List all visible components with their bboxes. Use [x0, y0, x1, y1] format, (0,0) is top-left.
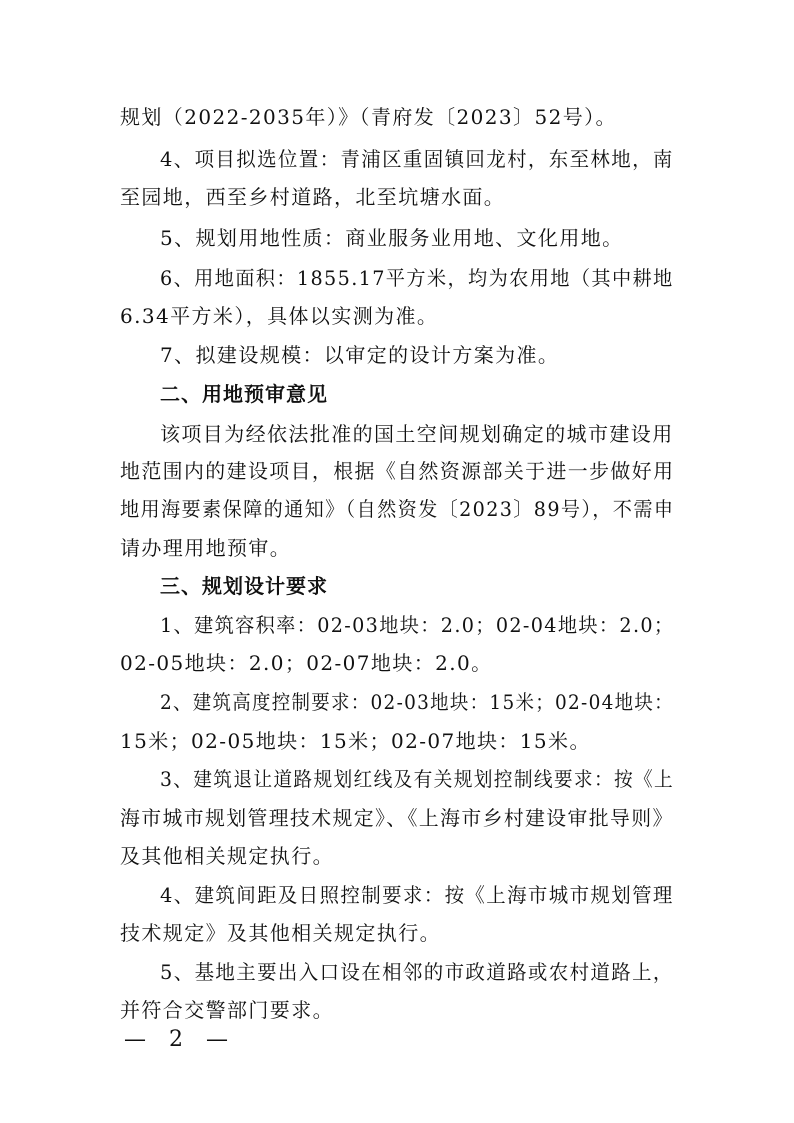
text-line: 至园地，西至乡村道路，北至坑塘水面。 [120, 185, 506, 209]
item-5-entrance: 5、基地主要出入口设在相邻的市政道路或农村道路上， [160, 960, 674, 984]
text-line: 6.34平方米），具体以实测为准。 [120, 304, 439, 328]
text-line: 02-05地块：2.0；02-07地块：2.0。 [120, 651, 493, 675]
text-line: 地范围内的建设项目，根据《自然资源部关于进一步做好用 [120, 459, 675, 483]
item-1-floor-area-ratio: 1、建筑容积率：02-03地块：2.0；02-04地块：2.0； [160, 613, 675, 637]
paragraph-land-review: 该项目为经依法批准的国土空间规划确定的城市建设用 [160, 422, 674, 446]
text-line: 规划（2022-2035年）》（青府发〔2023〕52号）。 [120, 105, 617, 129]
text-line: 请办理用地预审。 [120, 536, 292, 560]
text-line: 并符合交警部门要求。 [120, 998, 334, 1022]
item-6-land-area: 6、用地面积：1855.17平方米，均为农用地（其中耕地 [160, 266, 674, 290]
item-5-land-use: 5、规划用地性质：商业服务业用地、文化用地。 [160, 226, 624, 250]
item-2-height-control: 2、建筑高度控制要求：02-03地块：15米；02-04地块： [160, 690, 674, 714]
item-4-spacing: 4、建筑间距及日照控制要求：按《上海市城市规划管理 [160, 883, 674, 907]
text-line: 15米；02-05地块：15米；02-07地块：15米。 [120, 729, 591, 753]
section-heading-land-review: 二、用地预审意见 [160, 382, 328, 406]
item-7-scale: 7、拟建设规模：以审定的设计方案为准。 [160, 343, 560, 367]
section-heading-design-requirements: 三、规划设计要求 [160, 574, 328, 598]
text-line: 技术规定》及其他相关规定执行。 [120, 921, 441, 945]
item-4-location: 4、项目拟选位置：青浦区重固镇回龙村，东至林地，南 [160, 147, 674, 171]
page-number: — 2 — [124, 1027, 236, 1052]
text-line: 海市城市规划管理技术规定》、《上海市乡村建设审批导则》 [120, 806, 674, 830]
item-3-setback: 3、建筑退让道路规划红线及有关规划控制线要求：按《上 [160, 767, 675, 791]
text-line: 及其他相关规定执行。 [120, 844, 334, 868]
text-line: 地用海要素保障的通知》（自然资发〔2023〕89号），不需申 [120, 497, 675, 521]
